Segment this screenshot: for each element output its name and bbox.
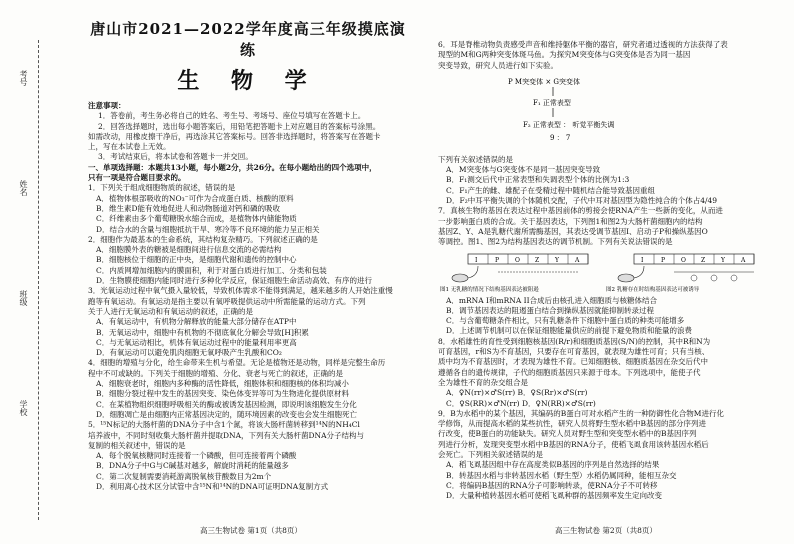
question-line: C．与含葡萄糖条件相比，只有乳糖条件下细胞中蛋白质的种类可能增多: [446, 316, 685, 326]
gene-label: O: [515, 256, 520, 264]
question-line: B．DNA分子中G与C碱基对越多，解旋时消耗的能量越多: [96, 461, 289, 471]
question-line: 关于人进行无氧运动和有氧运动的叙述，正确的是: [88, 306, 253, 316]
question-line: 突变导致，研究人员进行如下实验。: [438, 60, 558, 70]
question-6-7-text: [438, 155, 768, 248]
side-label-name: 姓名: [19, 180, 28, 196]
question-line: 可育基因，r和S为不育基因，只要存在可育基因，就表现为雄性可育；只有当核、: [438, 347, 710, 357]
cross-p: P M突变体 × G突变体: [508, 77, 581, 86]
question-line: C．在某植物组织细胞呼吸相关的酶或被诱发基因检测，即说明该细胞发生分化: [96, 399, 357, 409]
subject-title: 生 物 学: [177, 68, 319, 94]
question-line: C．将编码B基因的RNA分子可影响转录，使RNA分子不可转移: [446, 480, 658, 490]
question-stem-line: 1．下列关于组成细胞物质的叙述，错误的是: [88, 183, 236, 193]
question-line: 行改变，使B蛋白的功能缺失。研究人员对野生型和突变型水稻中的B基因序列: [438, 429, 697, 439]
cross-ratio: 9 ： 7: [550, 133, 571, 142]
question-line: 会死亡。下列相关叙述错误的是: [438, 450, 543, 460]
side-label-class: 班级: [19, 290, 28, 306]
left-questions: [88, 183, 408, 492]
question-line: A．M突变体与G突变体不是同一基因突变导致: [446, 165, 601, 175]
question-stem-line: 9．B为水稻中的某个基因，其编码的B蛋白可对水稻产生的一种防御性化合物M进行化: [438, 408, 724, 418]
question-line: B．细胞核位于细胞的正中央，是细胞代谢和遗传的控制中心: [96, 255, 297, 265]
question-line: A．稻飞虱基因组中存在高度类似B基因的序列是自然选择的结果: [446, 460, 660, 470]
question-line: 遵循各自的遗传规律，子代的细胞质基因只来源于母本。下列选项中，能使子代: [438, 367, 701, 377]
question-line: 培养液中，不同时刻收集大肠杆菌并提取DNA，下列有关大肠杆菌DNA分子结构与: [88, 430, 364, 440]
question-line: B．无氧运动中，细胞中有机物的不彻底氧化分解会导致[H]积累: [96, 327, 309, 337]
gene-label: I: [640, 256, 643, 264]
right-column: [438, 0, 768, 544]
gene-label: Z: [700, 256, 705, 264]
cross-diagram: [438, 74, 768, 152]
question-line: 一步影响蛋白质的合成。关于基因表达，下列图1和图2为大肠杆菌细胞内的结构: [438, 216, 703, 226]
question-line: A．植物体根部吸收的NO₃⁻可作为合成蛋白质、核酸的原料: [96, 193, 294, 203]
question-stem-line: 2．细胞作为最基本的生命系统，其结构复杂精巧。下列叙述正确的是: [88, 234, 318, 244]
question-stem-line: 8．水稻雄性的育性受到细胞核基因(R/r)和细胞质基因(S/N)的控制，其中R和N为: [438, 336, 711, 346]
question-line: 质中均为不育基因时，才表现为雄性不育。已知细胞核、细胞质基因在杂交后代中: [438, 357, 708, 367]
cross-diagram-svg: [438, 74, 768, 148]
question-line: B．F₁测交后代中正常表型和失调表型个体的比例为1:3: [446, 175, 630, 185]
question-line: 下列有关叙述错误的是: [438, 154, 513, 164]
question-line: 全为雄性不育的杂交组合是: [438, 377, 528, 387]
question-line: C．内质网增加细胞内的膜面积，利于对蛋白质进行加工、分类和包装: [96, 265, 327, 275]
question-stem-line: 5．¹⁵N标记的大肠杆菌的DNA分子中含1个氮，将该大肠杆菌转移到¹⁴N的NH₄Cl: [88, 420, 360, 430]
notes-heading: 注意事项：: [88, 101, 126, 110]
left-column: [88, 0, 408, 544]
question-stem-line: 7．真核生物的基因在表达过程中基因前体的剪接会使RNA产生一些新的变化，从而进: [438, 206, 723, 216]
question-line: 等调控。图1、图2为结构基因表达的调节机制。下列有关说法错误的是: [438, 237, 673, 247]
question-line: C．♀S(RR)×♂N(rr) D．♀N(RR)×♂S(rr): [446, 398, 596, 408]
figure-2-diagram: [604, 250, 769, 294]
cross-f1: F₁ 正常表型: [533, 98, 571, 107]
note-line: 上，写在本试卷上无效。: [88, 142, 171, 152]
question-line: 现型的M和G两种突变体斑马鱼。为探究M突变体与G突变体是否为同一基因: [438, 50, 691, 60]
note-line: 如需改动，用橡皮擦干净后，再选涂其它答案标号。回答非选择题时，将答案写在答题卡: [88, 131, 381, 141]
question-line: A．细胞衰老时，细胞内多种酶的活性降低，细胞体积和细胞核的体积均减小: [96, 379, 349, 389]
question-stem-line: 4．细胞的增殖与分化，给生命带来生机与希望。无论是植物还是动物，同样是完整生命历: [88, 358, 386, 368]
gene-label: A: [575, 256, 580, 264]
gene-label: I: [475, 256, 478, 264]
question-line: C．纤维素由多个葡萄糖脱水缩合而成，是植物体内储能物质: [96, 214, 297, 224]
question-line: C．F₁产生的雌、雄配子在受精过程中随机结合能导致基因重组: [446, 185, 655, 195]
gene-label: P: [495, 256, 500, 264]
question-line: D．利用离心技术区分试管中含¹⁵N和¹⁴N的DNA可证明DNA复制方式: [96, 481, 329, 491]
question-line: C．与无氧运动相比，机体有氧运动过程中的能量利用率更高: [96, 337, 297, 347]
question-line: 基因Z、Y、A是乳糖代谢所需酶基因，其表达受调节基因I、启动子P和操纵基因O: [438, 226, 708, 236]
note-line: 3．考试结束后，将本试卷和答题卡一并交回。: [98, 152, 253, 162]
note-line: 2．回答选择题时，选出每小题答案后，用铅笔把答题卡上对应题目的答案标号涂黑。: [98, 121, 381, 131]
question-line: D．结合水的含量与细胞抵抗干旱、寒冷等不良环境的能力呈正相关: [96, 224, 320, 234]
figure-2-caption: 图2 乳糖存在时结构基因表达可被诱导: [605, 286, 699, 293]
question-line: D．有氧运动可以避免肌肉细胞无氧呼吸产生乳酸和CO₂: [96, 348, 282, 358]
left-page-footer: 高三生物试卷 第1页（共8页）: [200, 526, 302, 535]
gene-regulation-figures: [438, 250, 768, 294]
question-line: A．♀N(rr)×♂S(rr) B．♀S(Rr)×♂S(rr): [446, 388, 588, 398]
section-heading: [88, 163, 408, 184]
question-6-stem: [438, 40, 768, 71]
notes-block: [88, 101, 408, 163]
question-line: 列进行分析，发现突变型水稻中B基因的RNA分子，使稻飞虱食用该转基因水稻后: [438, 439, 709, 449]
question-7-9-text: [438, 296, 768, 502]
exam-title: 唐山市2021—2022学年度高三年级摸底演练: [90, 20, 406, 59]
question-line: B．转基因水稻与非转基因水稻（野生型）水稻仍属同种，能相互杂交: [446, 470, 677, 480]
question-line: A．有氧运动中，有机物分解释放的能量大部分储存在ATP中: [96, 317, 297, 327]
question-line: A．每个脱氧核糖同时连接着一个磷酸，但可连接着两个磷酸: [96, 451, 297, 461]
question-line: 复制的相关叙述中，错误的是: [88, 440, 186, 450]
gene-label: Y: [555, 256, 559, 264]
gene-label: Z: [535, 256, 540, 264]
question-line: 学修饰，从而提高水稻的某些抗性，研究人员将野生型水稻中B基因的部分序列进: [438, 419, 707, 429]
side-label-exam-no: 考号: [19, 70, 28, 86]
question-line: B．细胞分裂过程中发生的基因突变、染色体变异等可为生物进化提供原材料: [96, 389, 350, 399]
figure-1-caption: 图1 无乳糖的情况下结构基因表达被阻遏: [440, 286, 539, 293]
gene-label: A: [740, 256, 745, 264]
gene-label: Y: [720, 256, 725, 264]
right-page-footer: 高三生物试卷 第2页（共8页）: [555, 526, 657, 535]
question-line: B．调节基因表达的阻遏蛋白结合到操纵基因就能抑制转录过程: [446, 305, 655, 315]
question-stem-line: 6．耳是脊椎动物负责感受声音和维持躯体平衡的器官，研究者通过透视的方法获得了表: [438, 40, 728, 49]
question-line: A．细胞膜外表的糖被是细胞间进行信息交流的必需结构: [96, 245, 282, 255]
binding-line: [38, 40, 40, 520]
gene-label: P: [660, 256, 665, 264]
question-line: 跑等有氧运动。有氧运动是指主要以有氧呼吸提供运动中所需能量的运动方式。下列: [88, 296, 366, 306]
section-line: 只有一项是符合题目要求的。: [88, 173, 186, 183]
question-line: D．生物膜使细胞内能同时进行多种化学反应，保证细胞生命活动高效、有序的进行: [96, 276, 373, 286]
question-line: 程中不可或缺的。下列关于细胞的增殖、分化、衰老与死亡的叙述，正确的是: [88, 368, 343, 378]
question-line: D．上述调节机制可以在保证细胞能量供应的前提下避免物质和能量的浪费: [446, 326, 693, 336]
question-line: D．F₂中耳平衡失调的个体随机交配，子代中耳对基因型为隐性纯合的个体占4/49: [446, 196, 718, 206]
question-stem-line: 3．光氧运动过程中氧气摄入量较低，导致机体需求不能得到满足，越来越多的人开始注重慢: [88, 286, 393, 296]
question-line: D．大量种植转基因水稻可使稻飞虱种群的基因频率发生定向改变: [446, 491, 663, 501]
side-label-school: 学校: [19, 400, 28, 416]
question-line: A．mRNA I和mRNA II合成后由核孔进入细胞质与核糖体结合: [446, 295, 658, 305]
note-line: 1．答卷前，考生务必将自己的姓名、考生号、考场号、座位号填写在答题卡上。: [98, 111, 366, 121]
question-line: B．维生素D能有效地促进人和动物肠道对钙和磷的吸收: [96, 203, 281, 213]
cross-f2: F₂ 正常表型 ： 听觉平衡失调: [523, 120, 615, 129]
figure-1-diagram: [438, 250, 598, 294]
gene-label: O: [680, 256, 686, 264]
question-line: D．细胞凋亡是由细胞内正常基因决定的，随环境因素的改变也会发生细胞死亡: [96, 409, 358, 419]
section-line: 一、单项选择题：本题共13小题，每小题2分，共26分。在每小题给出的四个选项中，: [88, 162, 377, 172]
question-line: C．第二次复制需要消耗游离脱氧核苷酸数目为2m个: [96, 471, 272, 481]
